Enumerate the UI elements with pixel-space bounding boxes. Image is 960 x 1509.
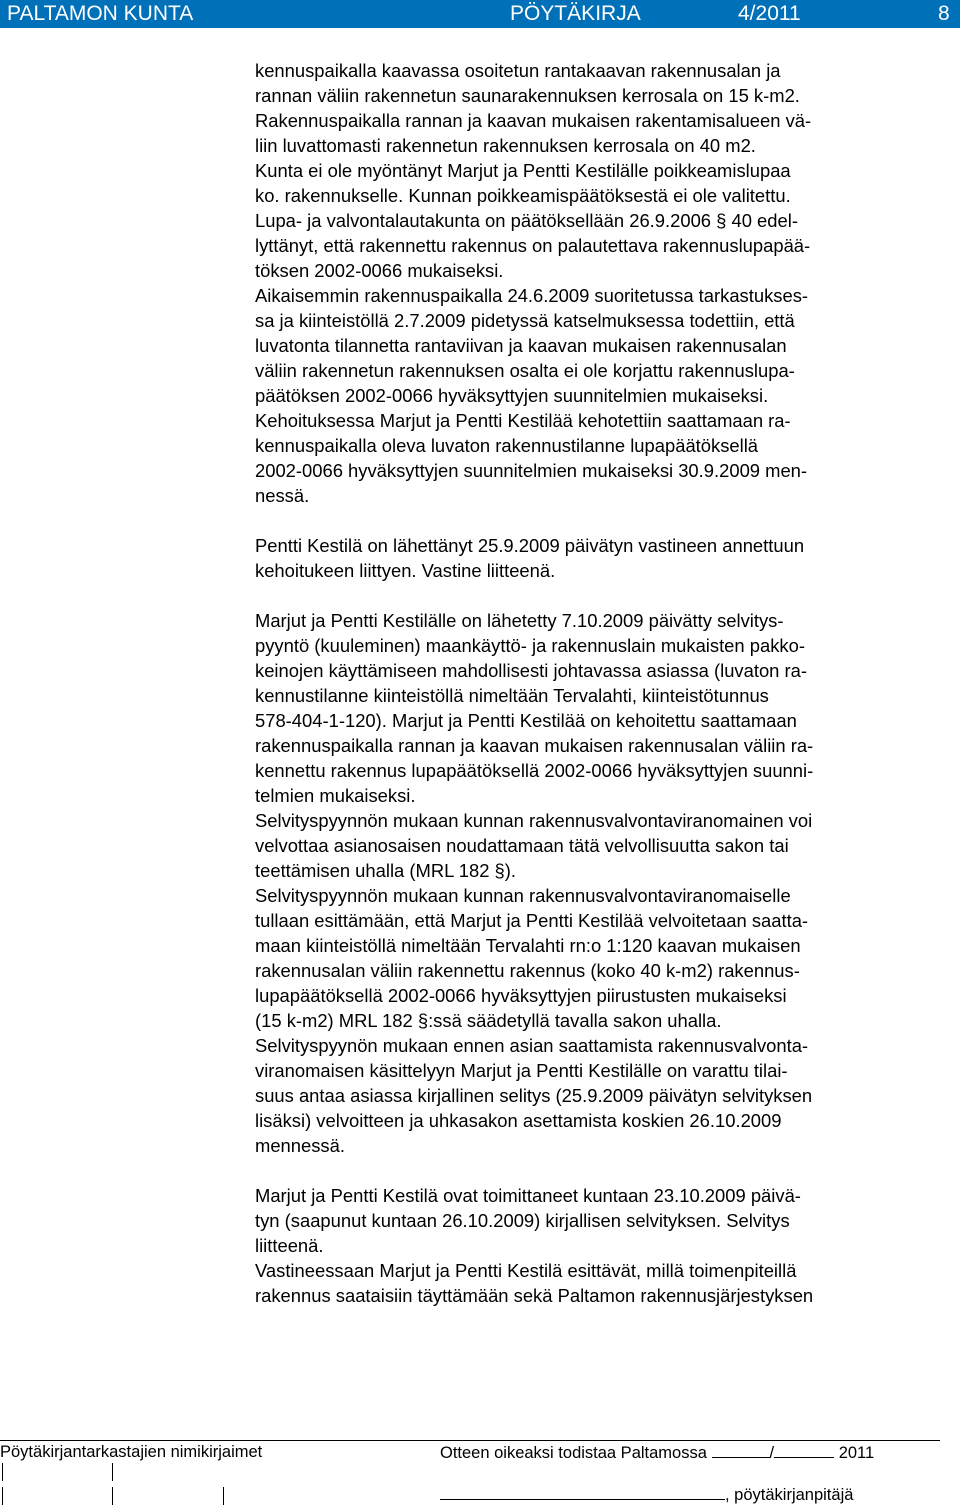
text-line: Kunta ei ole myöntänyt Marjut ja Pentti Kestilälle poikkeamislupaa	[255, 160, 791, 181]
secretary-signature-line	[440, 1485, 853, 1505]
text-line: Vastineessaan Marjut ja Pentti Kestilä esittävät, millä toimenpiteillä	[255, 1260, 797, 1281]
text-line: lisäksi) velvoitteen ja uhkasakon asettamista koskien 26.10.2009	[255, 1110, 782, 1131]
text-line: 2002-0066 hyväksyttyjen suunnitelmien mukaiseksi 30.9.2009 men-	[255, 460, 808, 481]
page-number: 8	[938, 2, 950, 25]
certification-year: 2011	[838, 1444, 875, 1462]
text-line: Marjut ja Pentti Kestilä ovat toimittaneet kuntaan 23.10.2009 päivä-	[255, 1185, 801, 1206]
text-line: kennustilanne kiinteistöllä nimeltään Tervalahti, kiinteistötunnus	[255, 685, 769, 706]
text-line: Kehoituksessa Marjut ja Pentti Kestilää kehotettiin saattamaan ra-	[255, 410, 791, 431]
text-line: ko. rakennukselle. Kunnan poikkeamispäätöksestä ei ole valitettu.	[255, 185, 791, 206]
text-line: töksen 2002-0066 mukaiseksi.	[255, 260, 504, 281]
initials-field-divider	[223, 1487, 224, 1505]
text-line: sa ja kiinteistöllä 2.7.2009 pidetyssä katselmuksessa todettiin, että	[255, 310, 795, 331]
initials-field-divider	[112, 1463, 113, 1481]
certification-line	[440, 1443, 874, 1463]
initials-field-divider	[112, 1487, 113, 1505]
text-line: teettämisen uhalla (MRL 182 §).	[255, 860, 517, 881]
text-line: viranomaisen käsittelyyn Marjut ja Pentti Kestilälle on varattu tilai-	[255, 1060, 788, 1081]
text-line: Marjut ja Pentti Kestilälle on lähetetty 7.10.2009 päivätty selvitys-	[255, 610, 784, 631]
secretary-label: , pöytäkirjanpitäjä	[725, 1486, 854, 1504]
text-line: liitteenä.	[255, 1235, 324, 1256]
date-separator: /	[769, 1444, 775, 1462]
text-line: väliin rakennetun rakennuksen osalta ei ole korjattu rakennuslupa-	[255, 360, 795, 381]
text-line: päätöksen 2002-0066 hyväksyttyjen suunnitelmien mukaiseksi.	[255, 385, 769, 406]
text-line: Selvityspyynnön mukaan kunnan rakennusvalvontaviranomaiselle	[255, 885, 791, 906]
text-line: 578-404-1-120). Marjut ja Pentti Kestilää on kehoitettu saattamaan	[255, 710, 797, 731]
text-line: Aikaisemmin rakennuspaikalla 24.6.2009 suoritetussa tarkastukses-	[255, 285, 809, 306]
secretary-signature-blank	[440, 1485, 725, 1500]
text-line: rakennus saataisiin täyttämään sekä Paltamon rakennusjärjestyksen	[255, 1285, 814, 1306]
text-line: mennessä.	[255, 1135, 345, 1156]
paragraph-response	[255, 533, 960, 583]
text-line: kennuspaikalla kaavassa osoitetun rantakaavan rakennusalan ja	[255, 60, 781, 81]
paragraph-spacer	[255, 1158, 960, 1183]
paragraph-hearing-request	[255, 608, 960, 1158]
text-line: luvatonta tilannetta rantaviivan ja kaavan mukaisen rakennusalan	[255, 335, 787, 356]
certification-label: Otteen oikeaksi todistaa Paltamossa	[440, 1444, 707, 1462]
text-line: rakennusalan väliin rakennettu rakennus (koko 40 k-m2) rakennus-	[255, 960, 800, 981]
paragraph-written-statement	[255, 1183, 960, 1308]
text-line: tullaan esittämään, että Marjut ja Pentti Kestilää velvoitetaan saatta-	[255, 910, 809, 931]
text-line: telmien mukaiseksi.	[255, 785, 416, 806]
signatures-label: Pöytäkirjantarkastajien nimikirjaimet	[0, 1443, 263, 1461]
text-line: Selvityspyynnön mukaan kunnan rakennusvalvontaviranomainen voi	[255, 810, 813, 831]
text-line: kennuspaikalla oleva luvaton rakennustilanne lupapäätöksellä	[255, 435, 759, 456]
text-line: kehoitukeen liittyen. Vastine liitteenä.	[255, 560, 556, 581]
text-line: suus antaa asiassa kirjallinen selitys (25.9.2009 päivätyn selvityksen	[255, 1085, 813, 1106]
paragraph-spacer	[255, 508, 960, 533]
text-line: lupapäätöksellä 2002-0066 hyväksyttyjen piirustusten mukaiseksi	[255, 985, 787, 1006]
document-number: 4/2011	[738, 2, 801, 25]
document-body	[255, 58, 960, 1308]
text-line: kennettu rakennus lupapäätöksellä 2002-0066 hyväksyttyjen suunni-	[255, 760, 814, 781]
text-line: Rakennuspaikalla rannan ja kaavan mukaisen rakentamisalueen vä-	[255, 110, 812, 131]
text-line: liin luvattomasti rakennetun rakennuksen kerrosala on 40 m2.	[255, 135, 756, 156]
paragraph-permit-history	[255, 58, 960, 508]
day-blank	[712, 1443, 770, 1458]
text-line: Selvityspyynön mukaan ennen asian saattamista rakennusvalvonta-	[255, 1035, 809, 1056]
text-line: rakennuspaikalla rannan ja kaavan mukaisen rakennusalan väliin ra-	[255, 735, 814, 756]
text-line: velvottaa asianosaisen noudattamaan tätä velvollisuutta sakon tai	[255, 835, 789, 856]
text-line: Lupa- ja valvontalautakunta on päätöksellään 26.9.2006 § 40 edel-	[255, 210, 798, 231]
text-line: (15 k-m2) MRL 182 §:ssä säädetyllä tavalla sakon uhalla.	[255, 1010, 722, 1031]
paragraph-spacer	[255, 583, 960, 608]
text-line: maan kiinteistöllä nimeltään Tervalahti rn:o 1:120 kaavan mukaisen	[255, 935, 801, 956]
text-line: lyttänyt, että rakennettu rakennus on palautettava rakennuslupapää-	[255, 235, 811, 256]
document-header	[0, 0, 960, 28]
text-line: Pentti Kestilä on lähettänyt 25.9.2009 päivätyn vastineen annettuun	[255, 535, 805, 556]
initials-field-divider	[2, 1463, 3, 1481]
text-line: pyyntö (kuuleminen) maankäyttö- ja rakennuslain mukaisten pakko-	[255, 635, 805, 656]
initials-field-divider	[2, 1487, 3, 1505]
text-line: rannan väliin rakennetun saunarakennuksen kerrosala on 15 k-m2.	[255, 85, 800, 106]
month-blank	[774, 1443, 834, 1458]
text-line: keinojen käyttämiseen mahdollisesti johtavassa asiassa (luvaton ra-	[255, 660, 807, 681]
organization-name: PALTAMON KUNTA	[7, 2, 194, 25]
text-line: nessä.	[255, 485, 310, 506]
text-line: tyn (saapunut kuntaan 26.10.2009) kirjallisen selvityksen. Selvitys	[255, 1210, 790, 1231]
footer-divider	[0, 1440, 940, 1441]
document-type: PÖYTÄKIRJA	[510, 2, 641, 25]
